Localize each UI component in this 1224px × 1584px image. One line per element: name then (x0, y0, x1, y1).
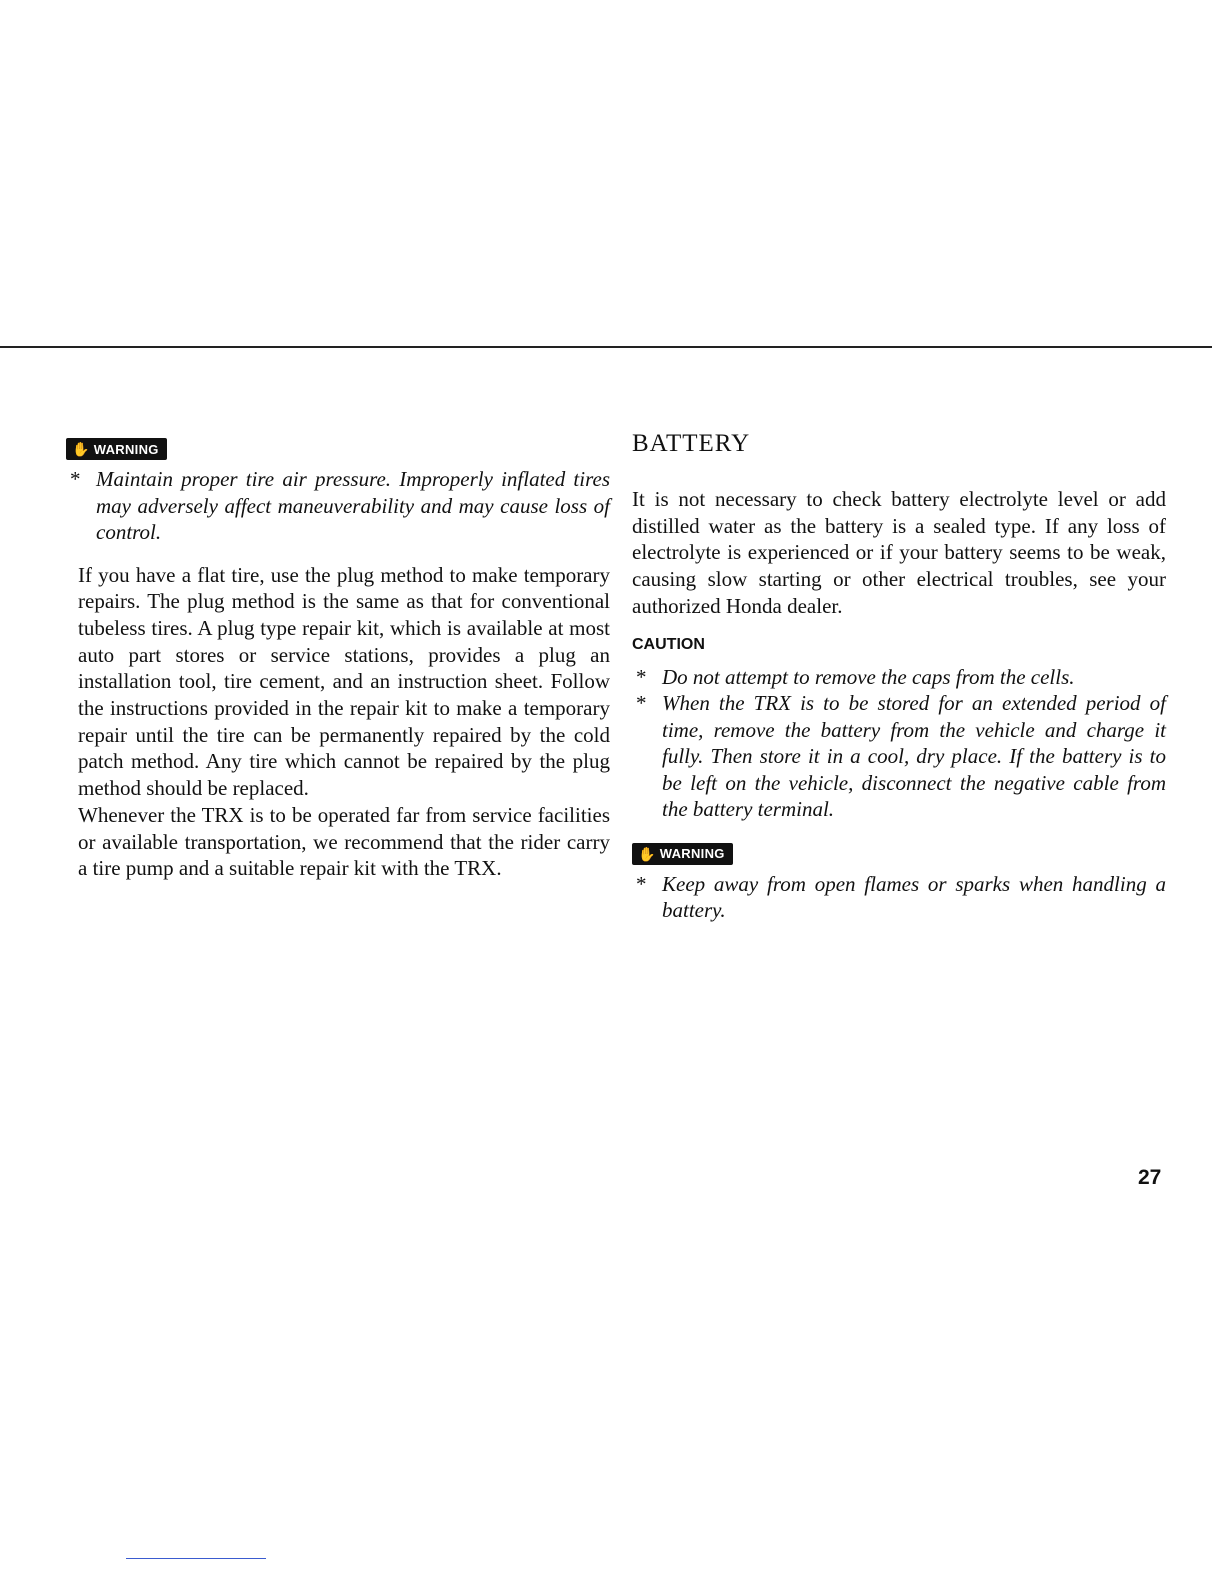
warning-label: WARNING (93, 441, 159, 457)
warning-list (632, 871, 1166, 924)
page-number: 27 (1138, 1166, 1162, 1189)
hand-warning-icon: ✋ (638, 845, 656, 862)
bottom-rule (126, 1558, 266, 1559)
warning-item (66, 466, 610, 546)
battery-intro-paragraph: It is not necessary to check battery electrolyte level or add distilled water as the battery is a sealed type. If any loss of electrolyte is experienced or if your battery seems to be weak, causing slow starting or other electrical troubles, see your authorized Honda dealer. (632, 487, 1166, 618)
caution-item (632, 690, 1166, 823)
section-heading: BATTERY (632, 430, 751, 457)
bullet-star: * (636, 691, 647, 716)
caution-text: When the TRX is to be stored for an extended period of time, remove the battery from the vehicle and charge it fully. Then store it in a cool, dry place. If the battery is to be left on the vehicle, disconnect the negative cable from the battery terminal. (662, 691, 1166, 822)
warning-badge (66, 438, 167, 460)
warning-badge (632, 843, 733, 865)
flat-tire-paragraph: If you have a flat tire, use the plug method to make temporary repairs. The plug method is the same as that for conventional tubeless tires. A plug type repair kit, which is available at most auto part stores or service stations, provides a plug an installation tool, tire cement, and an instruction sheet. Follow the instructions provided in the repair kit to make a temporary repair until the tire can be permanently repaired by the cold patch method. Any tire which cannot be repaired by the plug method should be replaced. (78, 562, 610, 801)
hand-warning-icon: ✋ (72, 441, 90, 457)
caution-text: Do not attempt to remove the caps from the cells. (662, 664, 1075, 689)
warning-text: Keep away from open flames or sparks when handling a battery. (662, 871, 1166, 923)
top-rule (0, 346, 1212, 348)
bullet-star: * (636, 664, 647, 689)
warning-list (66, 466, 610, 546)
caution-item (632, 664, 1166, 691)
left-column (66, 438, 610, 882)
caution-label: CAUTION (632, 635, 705, 653)
warning-item (632, 871, 1166, 924)
bullet-star: * (70, 467, 81, 491)
right-column (632, 430, 1166, 924)
warning-label: WARNING (659, 846, 725, 862)
caution-list (632, 664, 1166, 823)
remote-operation-paragraph: Whenever the TRX is to be operated far from service facilities or available transportation, we recommend that the rider carry a tire pump and a suitable repair kit with the TRX. (78, 802, 610, 881)
warning-text: Maintain proper tire air pressure. Improperly inflated tires may adversely affect maneuverability and may cause loss of control. (96, 467, 610, 544)
bullet-star: * (636, 871, 647, 896)
